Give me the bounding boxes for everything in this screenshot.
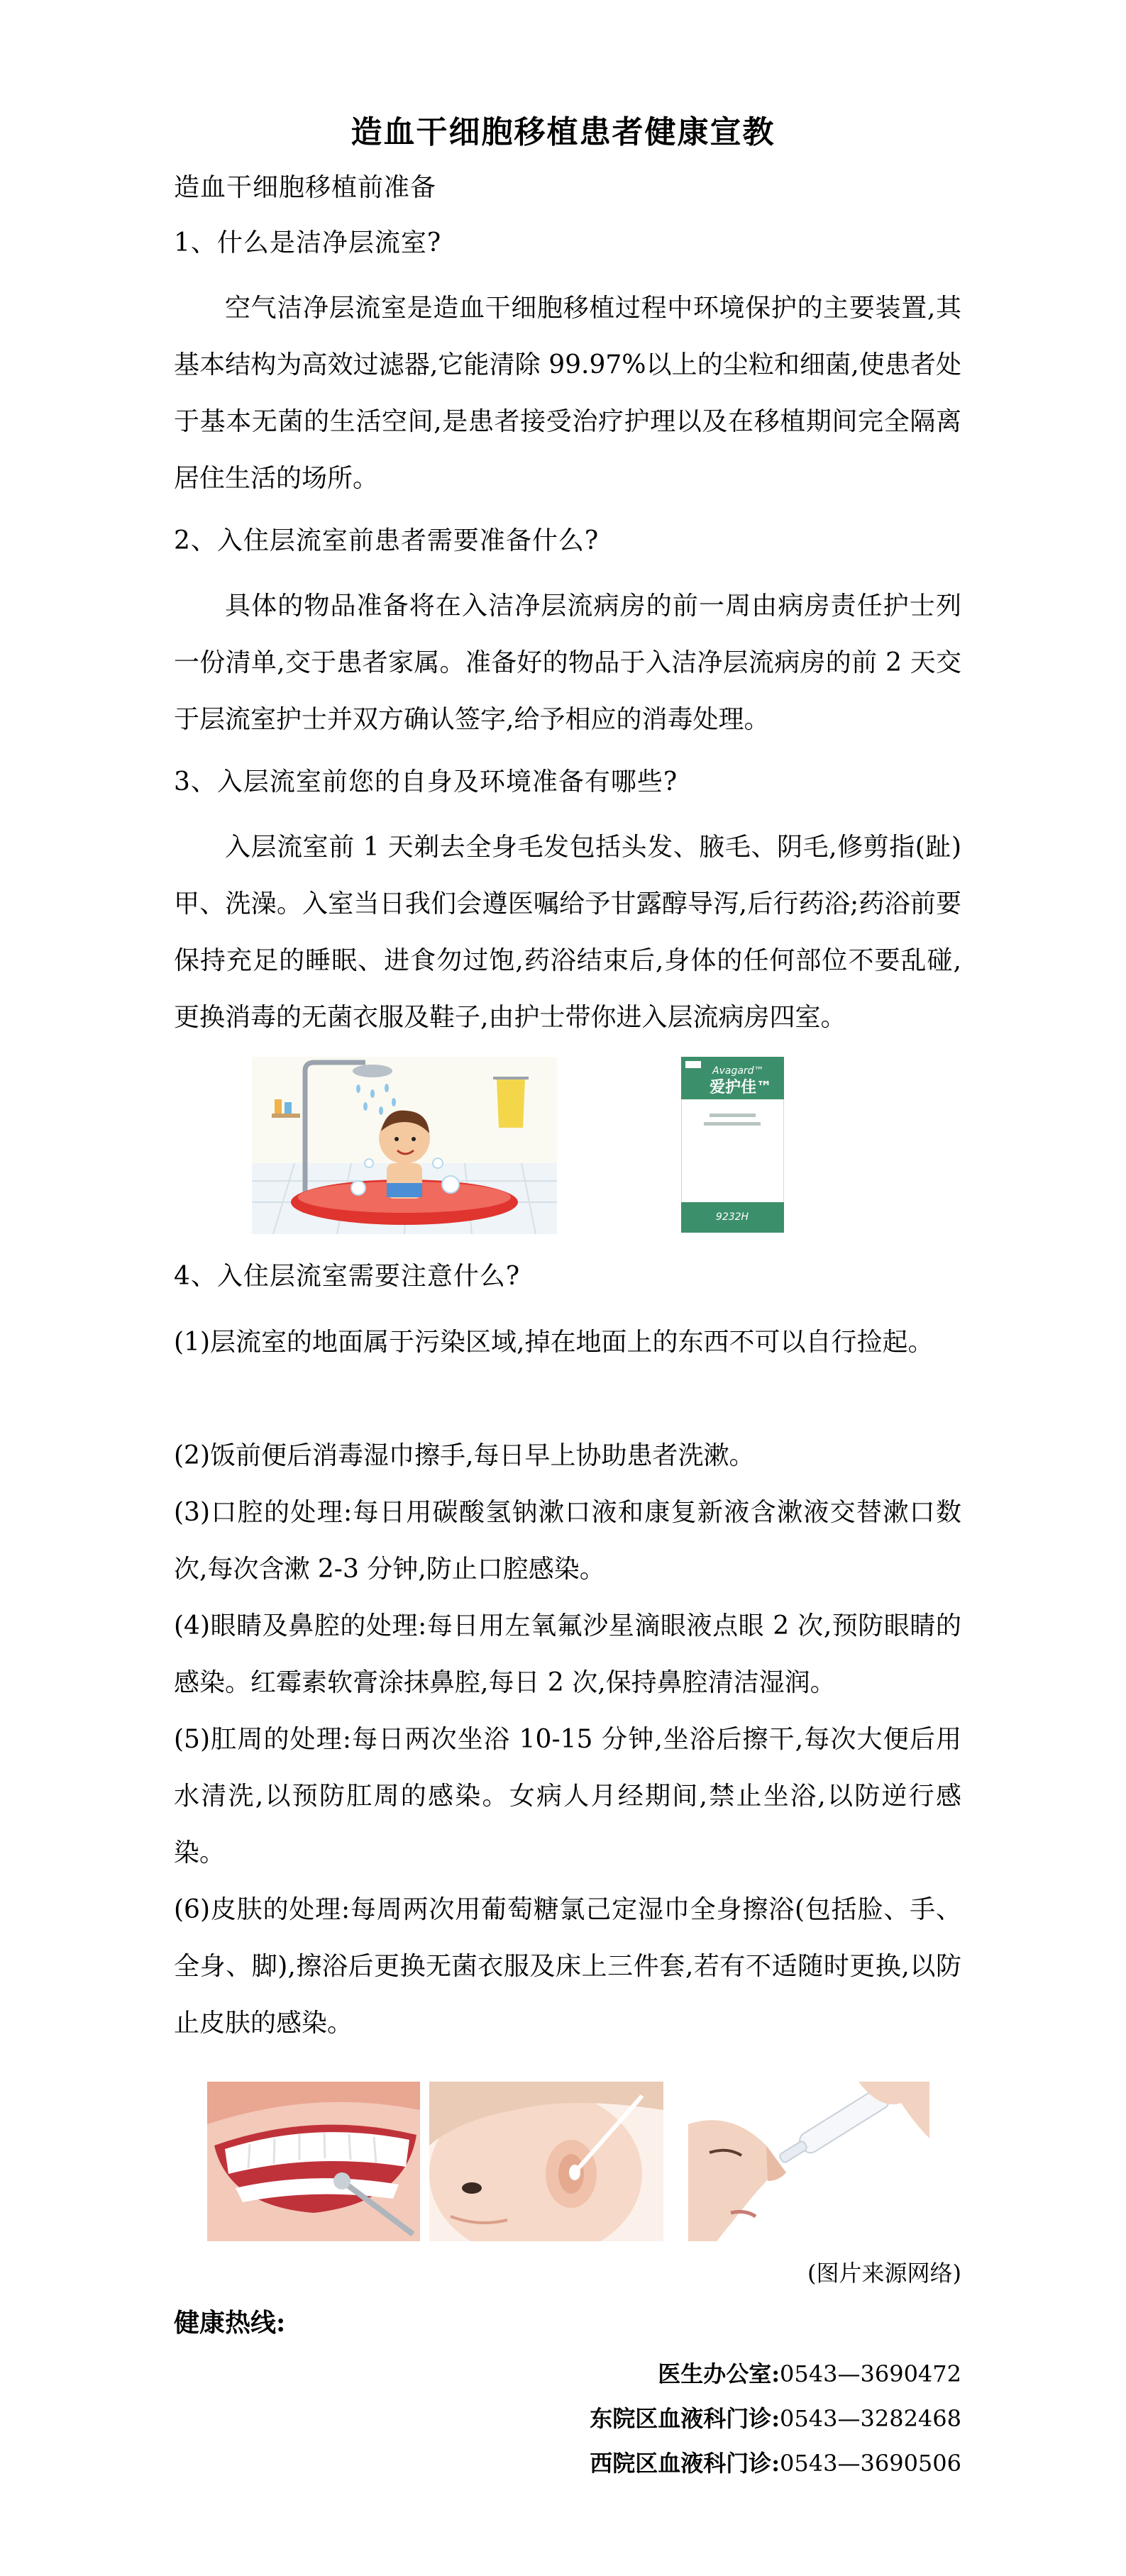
contact-label: 东院区血液科门诊:: [590, 2405, 780, 2432]
product-model: 9232H: [715, 1211, 749, 1223]
hotline-title: 健康热线:: [174, 2308, 286, 2338]
care-item-2: (2)饭前便后消毒湿巾擦手,每日早上协助患者洗漱。: [174, 1441, 755, 1470]
contact-doctor-office: [658, 2356, 961, 2392]
section-1-heading: 1、什么是洁净层流室?: [174, 228, 442, 257]
contact-west-clinic: [590, 2445, 961, 2481]
care-item-6: (6)皮肤的处理:每周两次用葡萄糖氯己定湿巾全身擦浴(包括脸、手、全身、脚),擦浴后更换无菌衣服及床上三件套,若有不适随时更换,以防止皮肤的感染。: [174, 1895, 961, 2038]
section-3-heading: 3、入层流室前您的自身及环境准备有哪些?: [174, 767, 678, 796]
document-title: 造血干细胞移植患者健康宣教: [351, 114, 775, 150]
care-item-1: (1)层流室的地面属于污染区域,掉在地面上的东西不可以自行捡起。: [174, 1328, 934, 1357]
contact-number: 0543—3690472: [780, 2360, 961, 2387]
section-1-body: 空气洁净层流室是造血干细胞移植过程中环境保护的主要装置,其基本结构为高效过滤器,它能清除 99.97%以上的尘粒和细菌,使患者处于基本无菌的生活空间,是患者接受治疗护理以及在移植期间完全隔离居住生活的场所。: [174, 294, 961, 493]
product-brand: Avagard™: [712, 1065, 764, 1077]
contact-label: 医生办公室:: [658, 2360, 780, 2387]
section-2-heading: 2、入住层流室前患者需要准备什么?: [174, 526, 600, 555]
shower-bath-illustration: [252, 1057, 557, 1234]
care-item-4: (4)眼睛及鼻腔的处理:每日用左氧氟沙星滴眼液点眼 2 次,预防眼睛的感染。红霉素软膏涂抹鼻腔,每日 2 次,保持鼻腔清洁湿润。: [174, 1611, 961, 1697]
contact-east-clinic: [590, 2401, 961, 2436]
section-4-heading: 4、入住层流室需要注意什么?: [174, 1262, 521, 1291]
contact-number: 0543—3282468: [780, 2405, 961, 2432]
care-item-3: (3)口腔的处理:每日用碳酸氢钠漱口液和康复新液含漱液交替漱口数次,每次含漱 2-3 分钟,防止口腔感染。: [174, 1498, 961, 1584]
hand-sanitizer-box-illustration: [681, 1057, 784, 1233]
ear-cleaning-photo: [429, 2082, 663, 2241]
image-source-note: (图片来源网络): [807, 2260, 961, 2287]
product-name: 爱护佳™: [710, 1079, 773, 1097]
contact-number: 0543—3690506: [780, 2450, 961, 2477]
care-item-5: (5)肛周的处理:每日两次坐浴 10-15 分钟,坐浴后擦干,每次大便后用水清洗,以预防肛周的感染。女病人月经期间,禁止坐浴,以防逆行感染。: [174, 1725, 961, 1867]
section-3-body: 入层流室前 1 天剃去全身毛发包括头发、腋毛、阴毛,修剪指(趾)甲、洗澡。入室当日我们会遵医嘱给予甘露醇导泻,后行药浴;药浴前要保持充足的睡眠、进食勿过饱,药浴结束后,身体的任何部位不要乱碰,更换消毒的无菌衣服及鞋子,由护士带你进入层流病房四室。: [174, 833, 961, 1032]
nasal-spray-photo: [688, 2082, 929, 2241]
teeth-photo: [207, 2082, 420, 2241]
contact-label: 西院区血液科门诊:: [590, 2450, 780, 2477]
subtitle: 造血干细胞移植前准备: [174, 173, 437, 202]
section-2-body: 具体的物品准备将在入洁净层流病房的前一周由病房责任护士列一份清单,交于患者家属。准备好的物品于入洁净层流病房的前 2 天交于层流室护士并双方确认签字,给予相应的消毒处理。: [174, 592, 961, 734]
